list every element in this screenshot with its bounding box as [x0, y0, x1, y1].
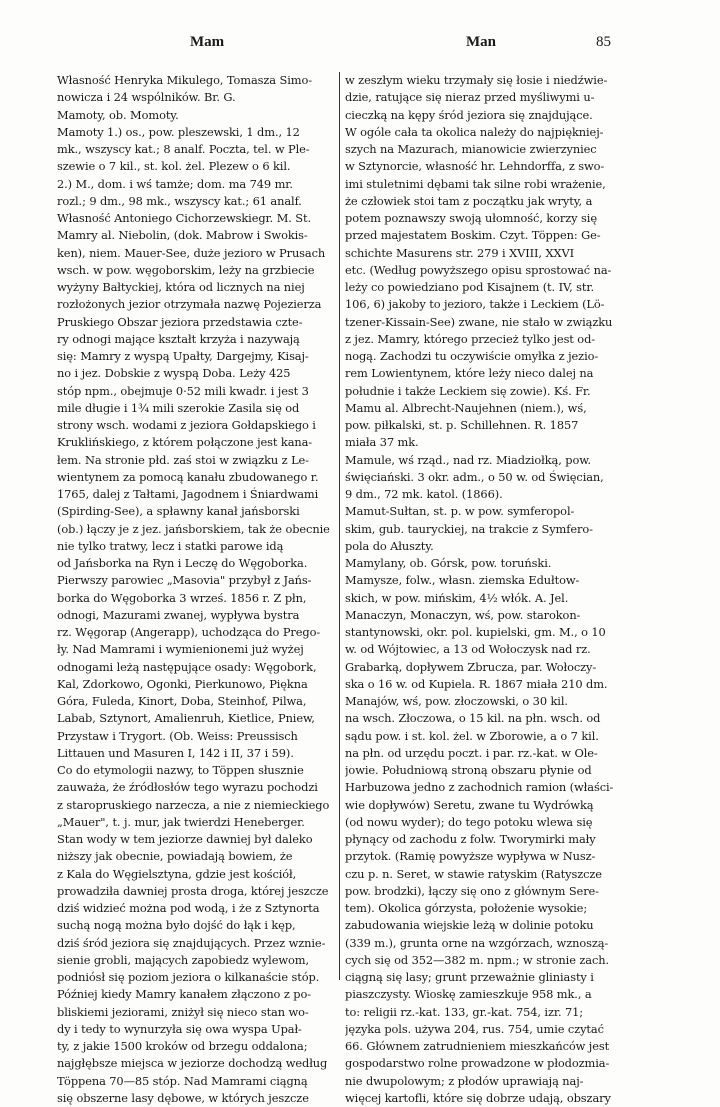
text-line: W ogóle cała ta okolica należy do najpiękniej- — [345, 124, 604, 139]
text-line: przytok. (Ramię powyższe wypływa w Nusz- — [345, 849, 596, 864]
text-line: strony wsch. wodami z jeziora Gołdapskiego i — [57, 418, 316, 432]
text-line: zabudowania wiejskie leżą w dolinie potoku — [345, 918, 594, 933]
text-line: nowicza i 24 wspólników. Br. G. — [57, 90, 236, 105]
text-line: stantynowski, okr. pol. kupielski, gm. M., o 10 — [345, 625, 606, 639]
text-line: Mamoty, ob. Momoty. — [57, 107, 179, 122]
text-line: gospodarstwo rolne prowadzone w płodozmia- — [345, 1056, 610, 1071]
text-line: odnogami leżą następujące osady: Węgobork, — [57, 659, 317, 674]
text-line: Littauen und Masuren I, 142 i II, 37 i 59). — [57, 745, 294, 760]
text-line: Co do etymologii nazwy, to Töppen słusznie — [57, 763, 304, 777]
text-line: Mamysze, folw., własn. ziemska Edułtow- — [345, 573, 580, 588]
text-line: Przystaw i Trygort. (Ob. Weiss: Preussisch — [57, 728, 298, 743]
text-line: Töppena 70—85 stóp. Nad Mamrami ciągną — [57, 1073, 308, 1088]
text-line: „Mauer", t. j. mur, jak twierdzi Heneberger. — [57, 814, 305, 829]
text-line: 2.) M., dom. i wś tamże; dom. ma 749 mr. — [57, 176, 293, 191]
text-line: Manajów, wś, pow. złoczowski, o 30 kil. — [345, 694, 568, 708]
text-line: Mamut-Sułtan, st. p. w pow. symferopol- — [345, 504, 575, 519]
text-line: czu p. n. Seret, w stawie ratyskim (Ratyszcze — [345, 866, 602, 881]
text-line: nogą. Zachodzi tu oczywiście omyłka z jezio- — [345, 349, 599, 363]
text-line: w zeszłym wieku trzymały się łosie i niedźwie- — [345, 73, 608, 87]
text-line: w Sztynorcie, własność hr. Lehndorffa, z swo- — [345, 159, 605, 174]
text-line: Własność Henryka Mikulego, Tomasza Simo- — [57, 73, 312, 87]
text-line: z jez. Mamry, którego przecież tylko jest od- — [345, 331, 596, 346]
text-line: skich, w pow. mińskim, 4½ włók. A. Jel. — [345, 590, 569, 605]
text-line: z staropruskiego narzecza, a nie z niemieckiego — [57, 797, 330, 812]
text-line: płynący od zachodu z folw. Tworymirki mały — [345, 832, 596, 846]
text-line: schichte Masurens str. 279 i XVIII, XXVI — [345, 245, 574, 260]
text-line: cych się od 352—382 m. npm.; w stronie zach. — [345, 952, 609, 967]
text-line: odnogi, Mazurami zwanej, wypływa bystra — [57, 607, 300, 622]
text-line: szewie o 7 kil., st. kol. żel. Plezew o 6 kil. — [57, 159, 291, 174]
text-line: więcej kartofli, które się dobrze udają, obszary — [345, 1090, 611, 1105]
text-line: Mamry al. Niebolin, (dok. Mabrow i Swokis- — [57, 228, 308, 243]
text-line: tzener-Kissain-See) zwane, nie stało w związku — [345, 314, 613, 329]
text-line: suchą nogą można było dojść do łąk i kęp, — [57, 918, 296, 933]
text-line: dziś widzieć można pod wodą, i że z Sztynorta — [57, 901, 320, 915]
text-line: nie tylko tratwy, lecz i statki parowe idą — [57, 538, 284, 553]
text-line: niższy jak obecnie, powiadają bowiem, że — [57, 849, 293, 864]
text-line: wyżyny Bałtyckiej, która od licznych na niej — [57, 280, 305, 294]
text-line: w. od Wójtowiec, a 13 od Wołoczysk nad rz. — [345, 642, 591, 657]
text-line: ska o 16 w. od Kupiela. R. 1867 miała 210 dm. — [345, 676, 608, 691]
text-line: to: religii rz.-kat. 133, gr.-kat. 754, izr. 71; — [345, 1004, 584, 1019]
right-column — [345, 72, 623, 1107]
text-line: Stan wody w tem jeziorze dawniej był daleko — [57, 832, 313, 846]
text-line: na wsch. Złoczowa, o 15 kil. na płn. wsch. od — [345, 711, 601, 726]
text-line: ken), niem. Mauer-See, duże jezioro w Prusach — [57, 245, 326, 260]
text-line: Grabarką, dopływem Zbrucza, par. Wołoczy- — [345, 659, 597, 674]
text-line: rozl.; 9 dm., 98 mk., wszyscy kat.; 61 analf. — [57, 193, 302, 208]
text-line: Kal, Zdorkowo, Ogonki, Pierkunowo, Piękna — [57, 676, 308, 691]
text-line: sienie grobli, mających zapobiedz wylewom, — [57, 952, 309, 967]
text-line: Harbuzowa jedno z zachodnich ramion (właści- — [345, 780, 614, 795]
text-line: potem poznawszy swoją ułomność, korzy się — [345, 211, 597, 225]
running-head-right: Man — [466, 34, 496, 50]
running-head-left: Mam — [190, 34, 225, 50]
text-line: przed majestatem Boskim. Czyt. Töppen: Ge- — [345, 228, 601, 243]
text-line: języka pols. używa 204, rus. 754, umie czytać — [345, 1021, 604, 1036]
text-line: ciągną się lasy; grunt przeważnie gliniasty i — [345, 970, 594, 984]
text-line: jowie. Południową stroną obszaru płynie od — [345, 763, 592, 777]
text-line: 106, 6) jakoby to jezioro, także i Leckiem (Lö- — [345, 297, 605, 312]
column-divider — [339, 72, 340, 980]
text-line: borka do Węgoborka 3 wrześ. 1856 r. Z płn, — [57, 590, 307, 605]
text-line: Mamu al. Albrecht-Naujehnen (niem.), wś, — [345, 400, 587, 415]
text-line: (ob.) łączy je z jez. jańsborskiem, tak że obecnie — [57, 521, 330, 536]
text-line: dziś śród jeziora się znajdujących. Przez wznie- — [57, 935, 326, 950]
text-line: wie dopływów) Seretu, zwane tu Wydrówką — [345, 797, 594, 812]
text-line: Labab, Sztynort, Amalienruh, Kietlice, Pniew, — [57, 711, 315, 726]
text-line: pola do Ałuszty. — [345, 538, 434, 553]
text-line: prowadziła dawniej prosta droga, której jeszcze — [57, 883, 329, 898]
text-line: Kruklińskiego, z którem połączone jest kana- — [57, 435, 313, 450]
text-line: (Spirding-See), a spławny kanał jańsborski — [57, 504, 300, 519]
text-line: Mamule, wś rząd., nad rz. Miadziołką, pow. — [345, 452, 592, 467]
text-line: z Kala do Węgielsztyna, gdzie jest kościół, — [57, 866, 297, 881]
text-line: od Jańsborka na Ryn i Leczę do Węgoborka. — [57, 556, 308, 570]
text-line: że człowiek stoi tam z początku jak wryty, a — [345, 193, 593, 208]
text-line: miała 37 mk. — [345, 435, 419, 450]
text-line: łem. Na stronie płd. zaś stoi w związku z Le- — [57, 452, 309, 467]
text-line: bliskiemi jeziorami, zniżył się nieco stan wo- — [57, 1004, 309, 1019]
text-line: imi stuletnimi dębami tak silne robi wrażenie, — [345, 176, 606, 191]
text-line: skim, gub. tauryckiej, na trakcie z Symfero- — [345, 521, 593, 536]
text-line: wientynem za pomocą kanału zbudowanego r. — [57, 469, 319, 484]
page-header — [0, 34, 720, 54]
text-line: mk., wszyscy kat.; 8 analf. Poczta, tel. w Ple- — [57, 142, 310, 156]
left-column — [57, 72, 333, 1107]
text-line: Manaczyn, Monaczyn, wś, pow. starokon- — [345, 607, 581, 622]
text-line: stóp npm., obejmuje 0·52 mili kwadr. i jest 3 — [57, 383, 309, 398]
text-line: południe i także Leckiem się zowie). Kś. Fr. — [345, 383, 591, 398]
text-line: Mamoty 1.) os., pow. pleszewski, 1 dm., 12 — [57, 124, 300, 139]
text-line: ry odnogi mające kształt krzyża i nazywają — [57, 331, 300, 346]
page-number: 85 — [596, 34, 611, 50]
text-line: 66. Głównem zatrudnieniem mieszkańców jest — [345, 1039, 610, 1053]
text-line: etc. (Według powyższego opisu sprostować na- — [345, 262, 612, 277]
text-line: leży co powiedziano pod Kisajnem (t. IV, str. — [345, 280, 594, 294]
text-line: się obszerne lasy dębowe, w których jeszcze — [57, 1090, 309, 1105]
text-line: dy i tedy to wynurzyła się owa wyspa Upał- — [57, 1021, 302, 1036]
text-line: ły. Nad Mamrami i wymienionemi już wyżej — [57, 642, 304, 657]
text-line: rz. Węgorap (Angerapp), uchodząca do Prego- — [57, 625, 321, 639]
text-line: piaszczysty. Wioskę zamieszkuje 958 mk., a — [345, 987, 592, 1002]
text-line: Góra, Fuleda, Kinort, Doba, Steinhof, Pilwa, — [57, 694, 307, 708]
text-line: święciański. 3 okr. adm., o 50 w. od Święcian, — [345, 469, 604, 484]
text-line: tem). Okolica górzysta, położenie wysokie; — [345, 901, 588, 915]
text-line: pow. brodzki), łączy się ono z głównym Sere- — [345, 883, 599, 898]
text-line: podniósł się poziom jeziora o kilkanaście stóp. — [57, 970, 320, 984]
text-line: Mamylany, ob. Górsk, pow. toruński. — [345, 556, 552, 570]
text-line: na płn. od urzędu poczt. i par. rz.-kat. w Ole- — [345, 745, 598, 760]
text-line: wsch. w pow. węgoborskim, leży na grzbiecie — [57, 262, 315, 277]
text-line: 1765, dalej z Tałtami, Jagodnem i Śniardwami — [57, 487, 319, 501]
text-line: zauważa, że źródłosłów tego wyrazu pochodzi — [57, 780, 318, 795]
text-line: (od nowu wyder); do tego potoku wlewa się — [345, 814, 593, 829]
text-line: Później kiedy Mamry kanałem złączono z po- — [57, 987, 311, 1002]
text-line: nie dwupolowym; z płodów uprawiają naj- — [345, 1073, 584, 1088]
text-line: rem Lowientynem, które leży nieco dalej na — [345, 366, 594, 381]
text-line: Własność Antoniego Cichorzewskiegr. M. St. — [57, 211, 311, 225]
text-line: Pierwszy parowiec „Masovia" przybył z Jańs- — [57, 573, 312, 588]
text-line: cieczką na kępy śród jeziora się znajdujące. — [345, 107, 593, 122]
text-line: Pruskiego Obszar jeziora przedstawia czte- — [57, 314, 303, 329]
text-line: 9 dm., 72 mk. katol. (1866). — [345, 487, 503, 501]
text-line: (339 m.), grunta orne na wzgórzach, wznoszą- — [345, 935, 609, 950]
text-line: najgłębsze miejsca w jeziorze dochodzą według — [57, 1056, 328, 1071]
text-line: szych na Mazurach, mianowicie zwierzyniec — [345, 142, 597, 156]
text-line: no i jez. Dobskie z wyspą Doba. Leży 425 — [57, 366, 291, 381]
text-line: ty, z jakie 1500 kroków od brzegu oddalona; — [57, 1039, 308, 1053]
text-line: rozłożonych jezior otrzymała nazwę Pojezierza — [57, 297, 322, 312]
text-line: mile długie i 1¾ mili szerokie Zasila się od — [57, 400, 300, 415]
text-line: dzie, ratujące się nieraz przed myśliwymi u- — [345, 90, 595, 105]
text-line: się: Mamry z wyspą Upałty, Dargejmy, Kisaj- — [57, 349, 309, 363]
text-line: pow. piłkalski, st. p. Schillehnen. R. 1857 — [345, 418, 579, 432]
text-line: sądu pow. i st. kol. żel. w Zborowie, a o 7 kil. — [345, 728, 599, 743]
